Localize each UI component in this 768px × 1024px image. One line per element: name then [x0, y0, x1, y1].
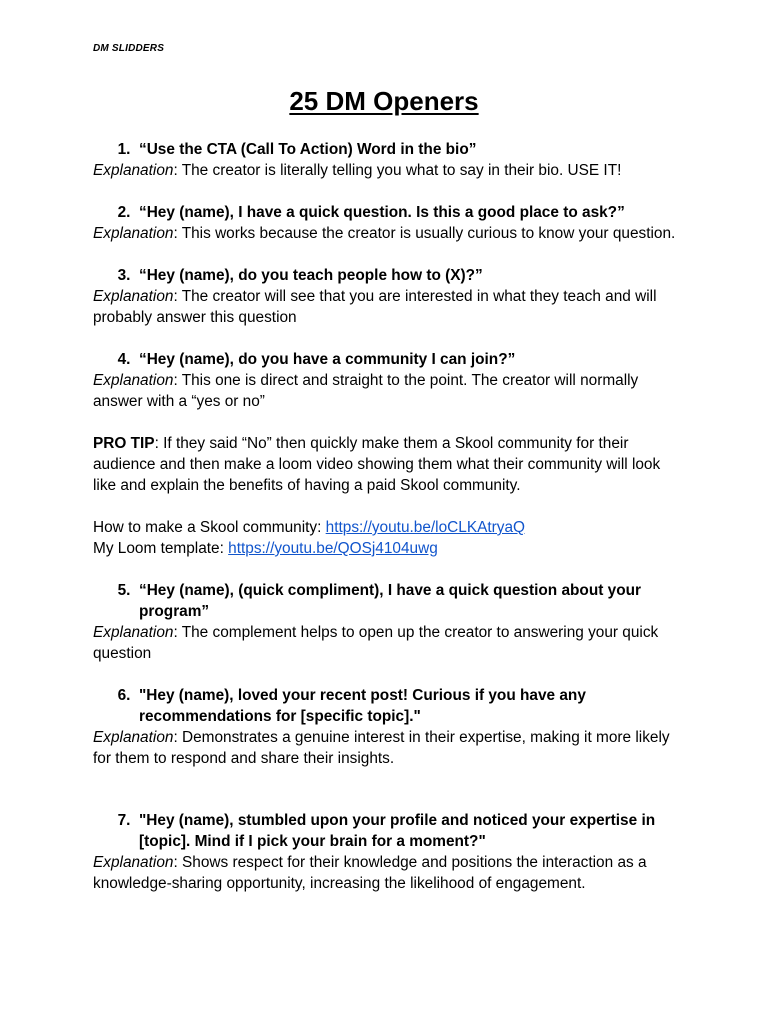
skool-link-line [93, 517, 683, 538]
opener-explanation [93, 286, 683, 328]
explanation-label: Explanation [93, 729, 174, 746]
opener-number: 3. [117, 267, 131, 284]
explanation-label: Explanation [93, 225, 174, 242]
opener-number: 5. [117, 582, 131, 599]
opener-number: 6. [117, 687, 131, 704]
explanation-text: : This one is direct and straight to the point. The creator will normally answer with a “yes or no” [93, 372, 639, 410]
opener-item-1 [93, 139, 683, 181]
opener-text: “Hey (name), do you teach people how to (X)?” [139, 267, 483, 284]
opener-item-4 [93, 349, 683, 412]
explanation-label: Explanation [93, 624, 174, 641]
explanation-label: Explanation [93, 162, 174, 179]
document-header-label: DM SLIDDERS [93, 43, 165, 54]
loom-link-line [93, 538, 683, 559]
explanation-text: : The creator is literally telling you what to say in their bio. USE IT! [173, 162, 622, 179]
explanation-text: : The complement helps to open up the creator to answering your quick question [93, 624, 659, 662]
opener-item-7 [93, 810, 683, 894]
explanation-text: : Shows respect for their knowledge and positions the interaction as a knowledge-sharing opportunity, increasing the likelihood of engagement. [93, 854, 647, 892]
document-title: 25 DM Openers [289, 86, 479, 116]
opener-explanation [93, 223, 683, 244]
opener-number: 4. [117, 351, 131, 368]
loom-link-prefix: My Loom template: [93, 540, 229, 557]
explanation-text: : Demonstrates a genuine interest in their expertise, making it more likely for them to respond and share their insights. [93, 729, 670, 767]
opener-explanation [93, 622, 683, 664]
opener-number: 2. [117, 204, 131, 221]
skool-link-prefix: How to make a Skool community: [93, 519, 326, 536]
opener-explanation [93, 727, 683, 769]
pro-tip-text: : If they said “No” then quickly make them a Skool community for their audience and then make a loom video showing them what their community will look like and explain the benefits of having a paid Skool community. [93, 435, 661, 494]
pro-tip [93, 433, 683, 496]
loom-template-link[interactable]: https://youtu.be/QOSj4104uwg [228, 540, 438, 557]
explanation-text: : The creator will see that you are interested in what they teach and will probably answer this question [93, 288, 657, 326]
opener-number: 1. [117, 141, 131, 158]
opener-text: "Hey (name), loved your recent post! Curious if you have any recommendations for [specific topic]." [139, 687, 586, 725]
explanation-label: Explanation [93, 854, 174, 871]
document-body [93, 139, 683, 894]
explanation-label: Explanation [93, 372, 174, 389]
opener-text: “Hey (name), do you have a community I can join?” [139, 351, 516, 368]
opener-item-6 [93, 685, 683, 769]
opener-text: “Hey (name), (quick compliment), I have a quick question about your program” [139, 582, 641, 620]
pro-tip-label: PRO TIP [93, 435, 155, 452]
opener-item-2 [93, 202, 683, 244]
opener-explanation [93, 160, 683, 181]
opener-explanation [93, 370, 683, 412]
opener-item-5 [93, 580, 683, 664]
opener-text: “Use the CTA (Call To Action) Word in the bio” [139, 141, 477, 158]
explanation-label: Explanation [93, 288, 174, 305]
opener-item-3 [93, 265, 683, 328]
explanation-text: : This works because the creator is usually curious to know your question. [173, 225, 676, 242]
opener-number: 7. [117, 812, 131, 829]
opener-text: "Hey (name), stumbled upon your profile and noticed your expertise in [topic]. Mind if I pick your brain for a moment?" [139, 812, 656, 850]
opener-text: “Hey (name), I have a quick question. Is this a good place to ask?” [139, 204, 625, 221]
opener-explanation [93, 852, 683, 894]
skool-video-link[interactable]: https://youtu.be/loCLKAtryaQ [325, 519, 525, 536]
